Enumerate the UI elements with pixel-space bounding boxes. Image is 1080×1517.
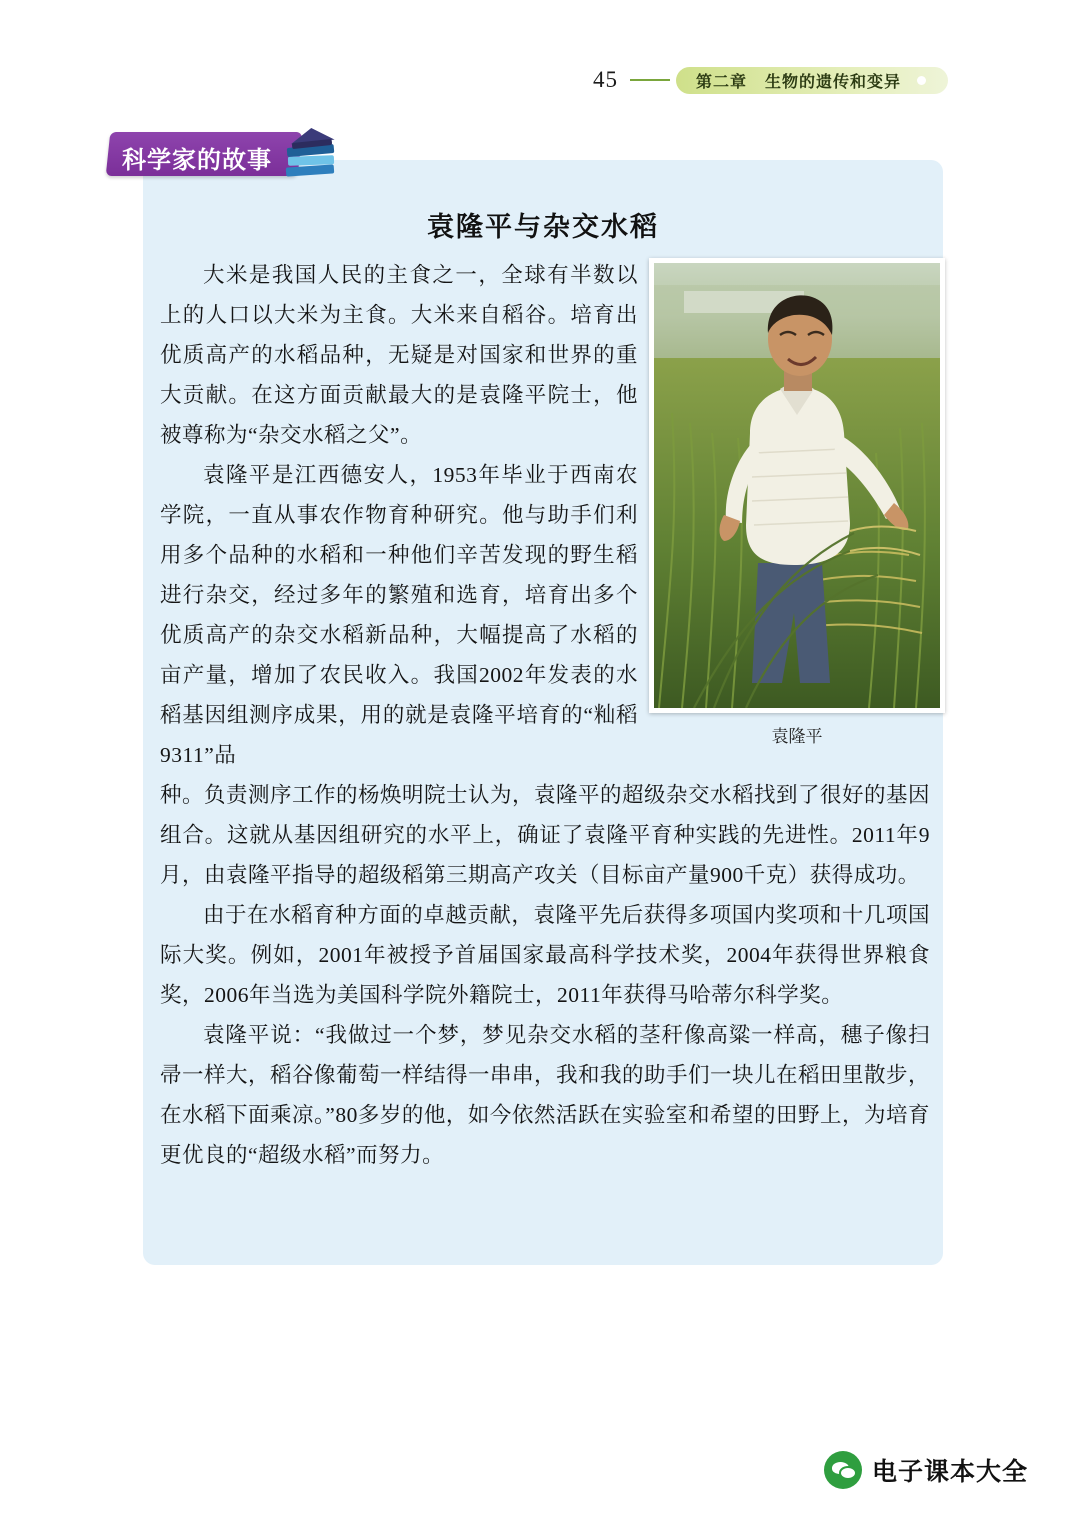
header-rule: [630, 79, 670, 81]
article-body: [160, 255, 930, 1175]
page-number: 45: [592, 67, 618, 92]
banner-dot-icon: [917, 76, 926, 85]
chapter-label: 第二章: [695, 73, 747, 91]
page-header: [0, 60, 1080, 100]
paragraph-3: 由于在水稻育种方面的卓越贡献，袁隆平先后获得多项国内奖项和十几项国际大奖。例如，2001年被授予首届国家最高科学技术奖，2004年获得世界粮食奖，2006年当选为美国科学院外籍院士，2011年获得马哈蒂尔科学奖。: [160, 903, 930, 1007]
article-title: 袁隆平与杂交水稻: [427, 212, 659, 242]
paragraph-2-part-a: 袁隆平是江西德安人，1953年毕业于西南农学院，一直从事农作物育种研究。他与助手们利用多个品种的水稻和一种他们辛苦发现的野生稻进行杂交，经过多年的繁殖和选育，培育出多个优质高产的杂交水稻新品种，大幅提高了水稻的亩产量，增加了农民收入。我国2002年发表的水稻基因组测序成果，用的就是袁隆平培育的“籼稻9311”品: [160, 463, 638, 767]
paragraph-1: 大米是我国人民的主食之一，全球有半数以上的人口以大米为主食。大米来自稻谷。培育出优质高产的水稻品种，无疑是对国家和世界的重大贡献。在这方面贡献最大的是袁隆平院士，他被尊称为“杂交水稻之父”。: [160, 263, 638, 447]
wechat-icon: [824, 1451, 862, 1489]
brand-name: 电子课本大全: [871, 1458, 1028, 1486]
paragraph-4: 袁隆平说：“我做过一个梦，梦见杂交水稻的茎秆像高粱一样高，穗子像扫帚一样大，稻谷像葡萄一样结得一串串，我和我的助手们一块儿在稻田里散步，在水稻下面乘凉。”80多岁的他，如今依然活跃在实验室和希望的田野上，为培育更优良的“超级水稻”而努力。: [160, 1023, 931, 1167]
story-tab-label: 科学家的故事: [122, 147, 272, 174]
photo-caption: 袁隆平: [771, 727, 823, 746]
chapter-title: 生物的遗传和变异: [764, 73, 901, 91]
footer-brand: [824, 1451, 1028, 1489]
paragraph-2-part-b: 种。负责测序工作的杨焕明院士认为，袁隆平的超级杂交水稻找到了很好的基因组合。这就从基因组研究的水平上，确证了袁隆平育种实践的先进性。2011年9月，由袁隆平指导的超级稻第三期高产攻关（目标亩产量900千克）获得成功。: [160, 783, 931, 887]
books-icon: [284, 126, 340, 184]
story-tab: [108, 126, 338, 188]
chapter-banner: [676, 67, 948, 94]
